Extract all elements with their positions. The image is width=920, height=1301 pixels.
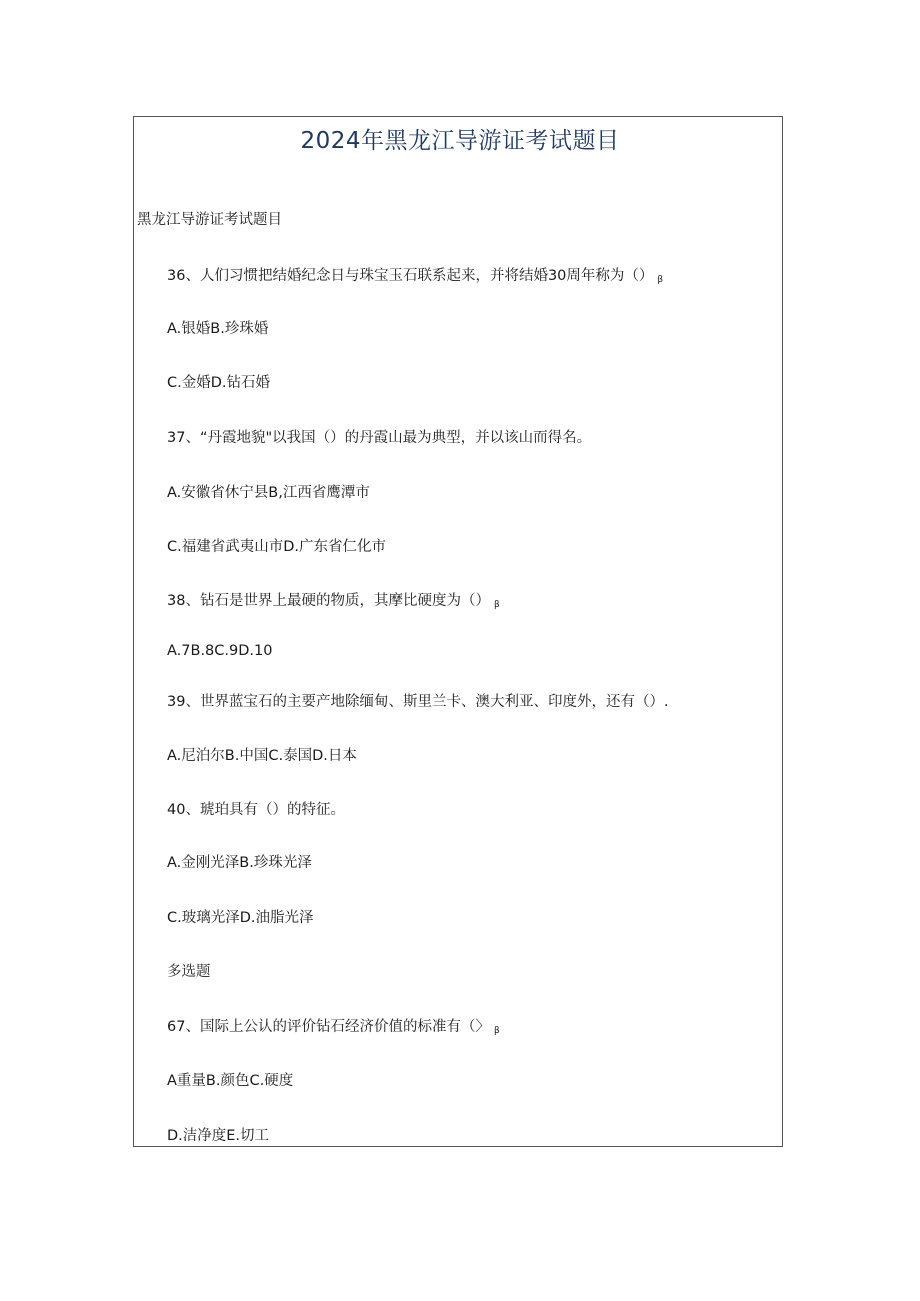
question-37-options-ab: A.安徽省休宁县B,江西省鹰潭市	[167, 485, 370, 501]
question-67-options-de: D.洁净度E.切工	[167, 1128, 270, 1144]
question-38-options: A.7B.8C.9D.10	[167, 643, 273, 659]
ocr-mark: β	[493, 600, 500, 610]
question-67-options-abc: A重量B.颜色C.硬度	[167, 1073, 294, 1089]
question-40-options-ab: A.金刚光泽B.珍珠光泽	[167, 855, 312, 871]
question-39: 39、世界蓝宝石的主要产地除缅甸、斯里兰卡、澳大利亚、印度外，还有（）.	[167, 694, 669, 710]
question-36	[167, 266, 663, 290]
question-36-options-ab: A.银婚B.珍珠婚	[167, 321, 269, 337]
ocr-mark: β	[657, 275, 664, 285]
document-title: 2024年黑龙江导游证考试题目	[300, 128, 620, 154]
section-heading-multiple-choice: 多选题	[167, 964, 211, 980]
question-37: 37、“丹霞地貌"以我国（）的丹霞山最为典型，并以该山而得名。	[167, 430, 592, 446]
question-38	[167, 591, 500, 615]
document-subtitle: 黑龙江导游证考试题目	[137, 212, 282, 228]
question-40-options-cd: C.玻璃光泽D.油脂光泽	[167, 910, 314, 926]
question-67	[167, 1017, 500, 1041]
question-40: 40、琥珀具有（）的特征。	[167, 802, 345, 818]
question-text: 67、国际上公认的评价钻石经济价值的标准有（〉	[167, 1019, 490, 1035]
question-39-options: A.尼泊尔B.中国C.泰国D.日本	[167, 748, 357, 764]
question-text: 36、人们习惯把结婚纪念日与珠宝玉石联系起来，并将结婚30周年称为（）	[167, 268, 654, 284]
question-text: 38、钻石是世界上最硬的物质，其摩比硬度为（）	[167, 593, 490, 609]
question-36-options-cd: C.金婚D.钻石婚	[167, 375, 271, 391]
ocr-mark: β	[493, 1026, 500, 1036]
question-37-options-cd: C.福建省武夷山市D.广东省仁化市	[167, 539, 387, 555]
